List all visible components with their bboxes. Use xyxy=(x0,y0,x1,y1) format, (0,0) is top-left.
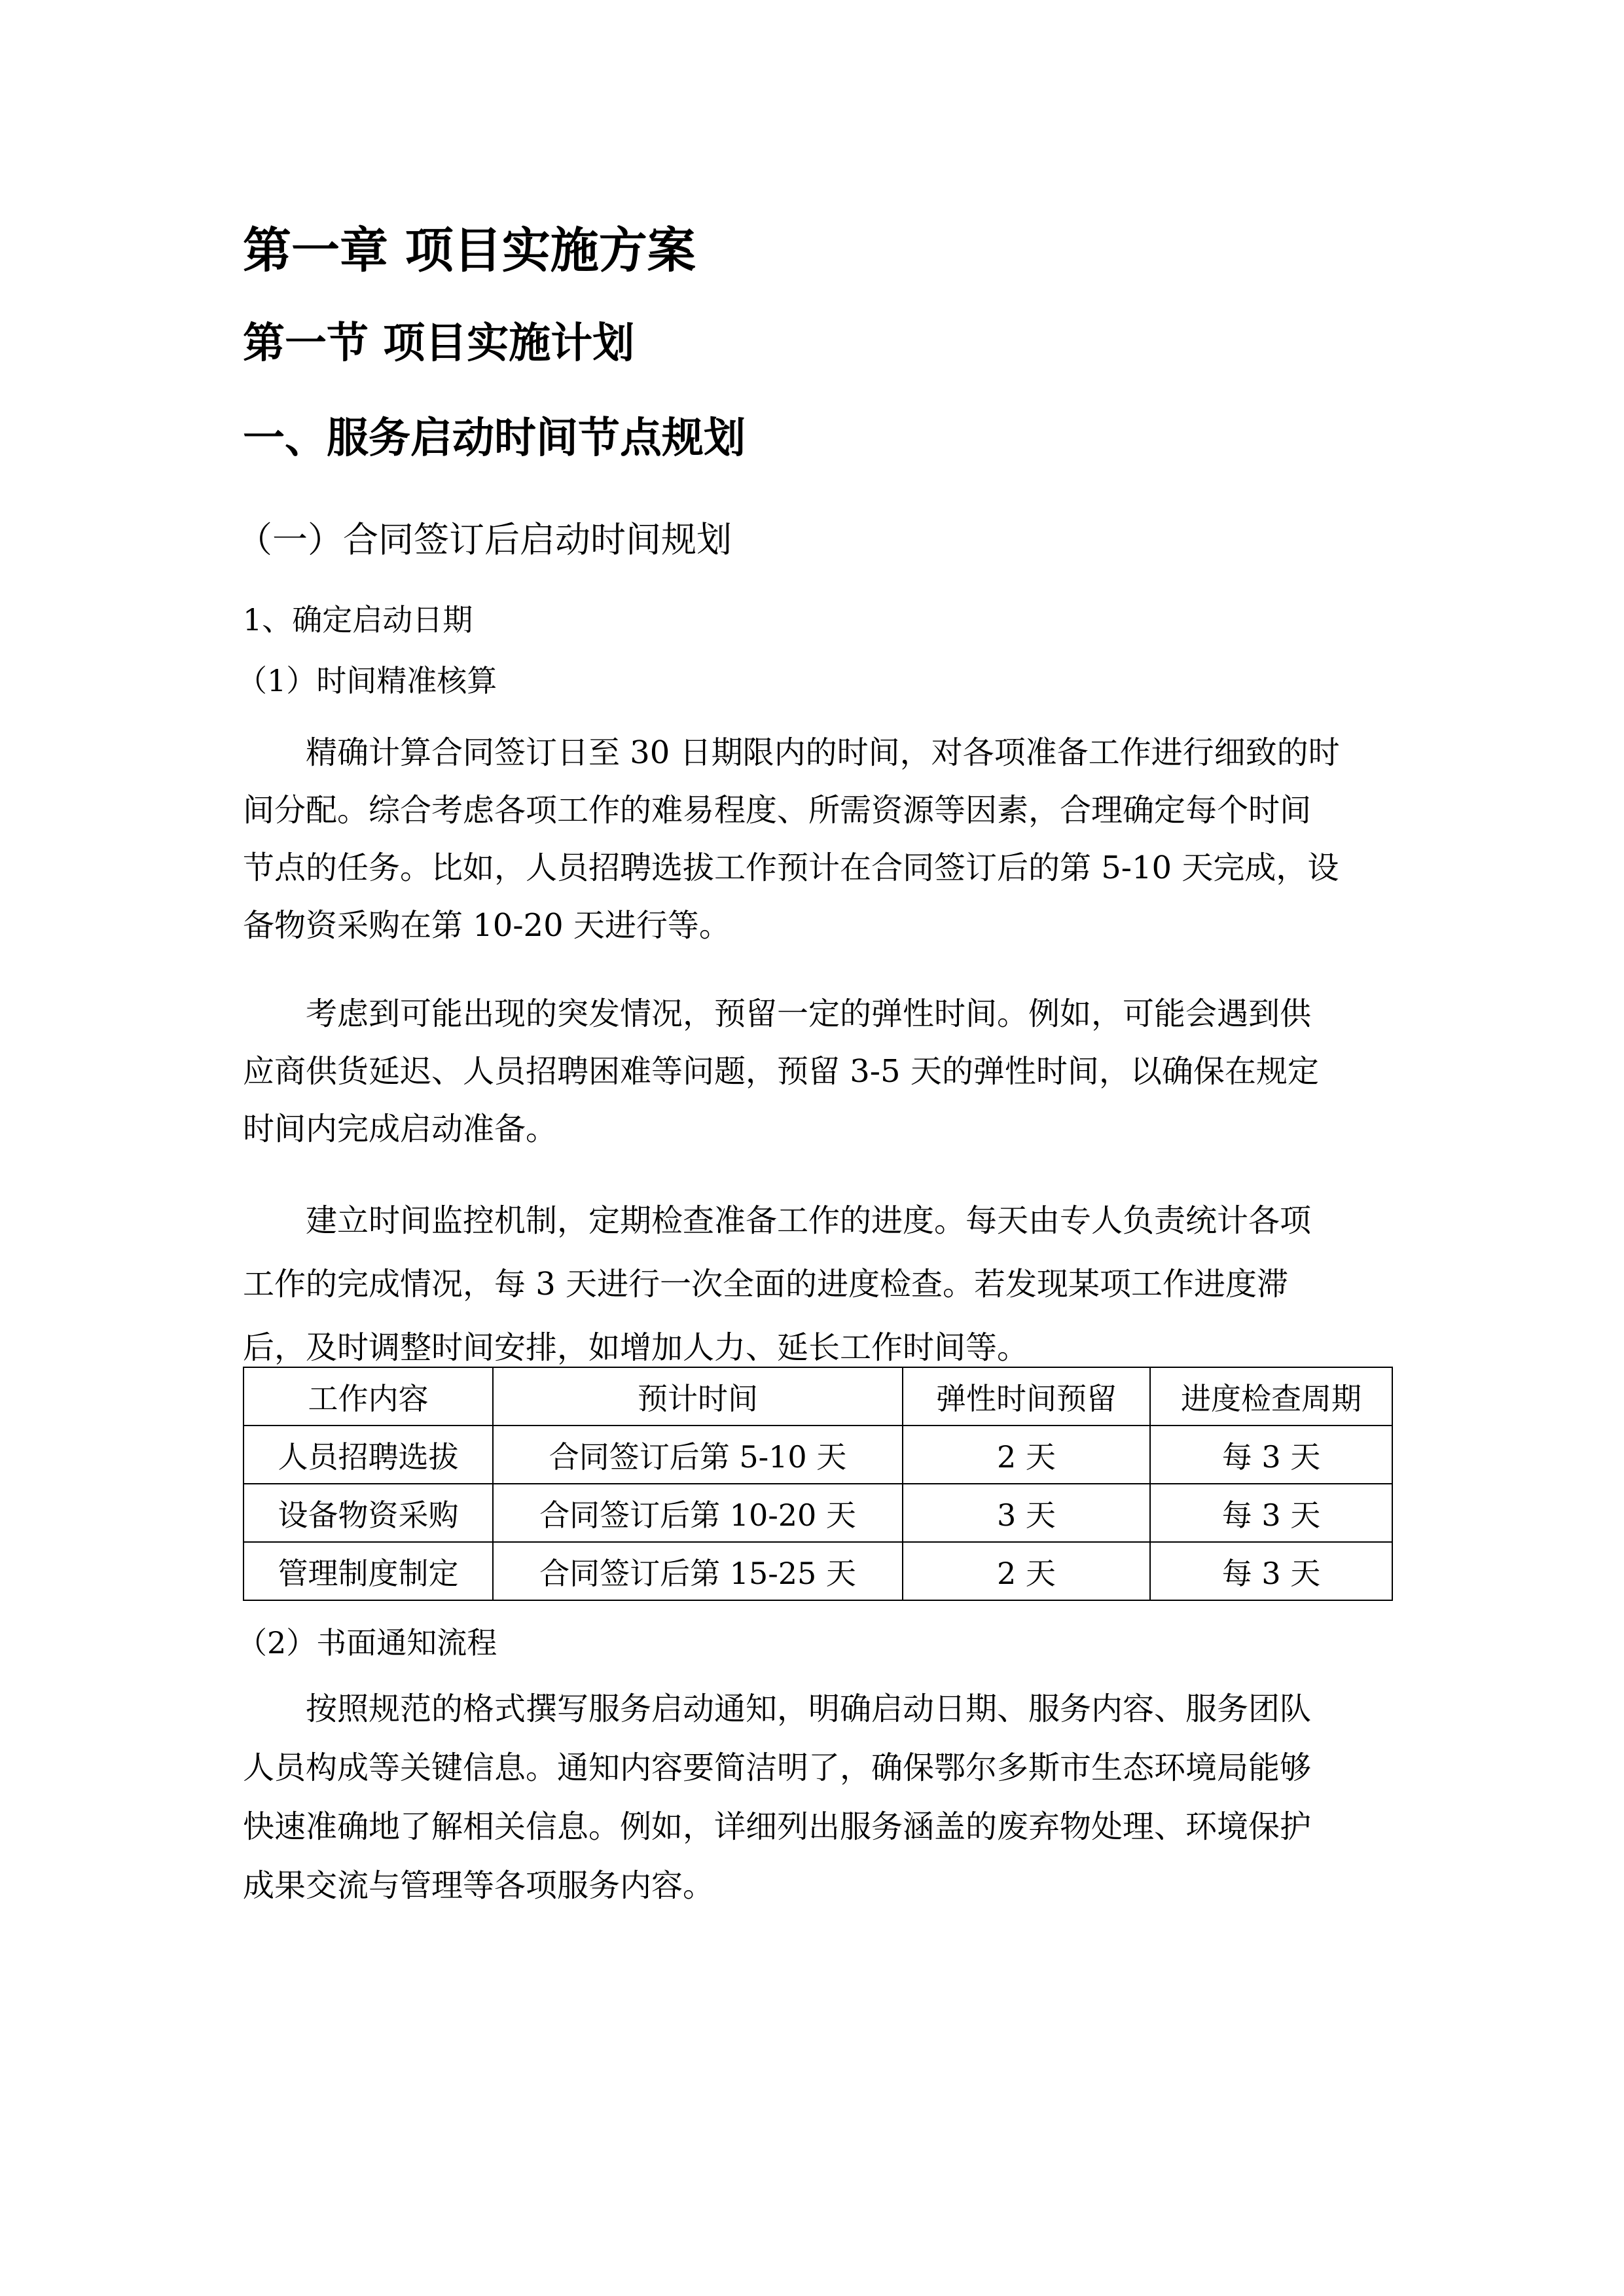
paragraph-line: 成果交流与管理等各项服务内容。 xyxy=(243,1867,715,1904)
table-cell: 设备物资采购 xyxy=(244,1484,493,1542)
table-cell: 人员招聘选拔 xyxy=(244,1426,493,1484)
column-header-check-cycle: 进度检查周期 xyxy=(1150,1367,1392,1426)
table-cell: 2 天 xyxy=(903,1542,1150,1600)
subitem-title-1: （1）时间精准核算 xyxy=(237,663,497,698)
table-cell: 合同签订后第 10-20 天 xyxy=(493,1484,903,1542)
column-header-estimated-time: 预计时间 xyxy=(493,1367,903,1426)
paragraph-line: 节点的任务。比如，人员招聘选拔工作预计在合同签订后的第 5-10 天完成，设 xyxy=(243,850,1339,886)
table-row xyxy=(244,1484,1392,1542)
paragraph-monitoring xyxy=(243,1189,1395,1380)
table-cell: 3 天 xyxy=(903,1484,1150,1542)
column-header-work: 工作内容 xyxy=(244,1367,493,1426)
paragraph-line: 后，及时调整时间安排，如增加人力、延长工作时间等。 xyxy=(243,1329,1029,1366)
paragraph-line: 人员构成等关键信息。通知内容要简洁明了，确保鄂尔多斯市生态环境局能够 xyxy=(243,1749,1312,1786)
table-cell: 每 3 天 xyxy=(1150,1542,1392,1600)
schedule-table xyxy=(243,1367,1393,1601)
column-header-buffer: 弹性时间预留 xyxy=(903,1367,1150,1426)
paragraph-line: 考虑到可能出现的突发情况，预留一定的弹性时间。例如，可能会遇到供 xyxy=(306,996,1312,1032)
section-title: 第一节 项目实施计划 xyxy=(243,319,635,368)
subsubsection-title: （一）合同签订后启动时间规划 xyxy=(237,519,732,560)
subitem-title-2: （2）书面通知流程 xyxy=(237,1625,497,1660)
table-cell: 合同签订后第 5-10 天 xyxy=(493,1426,903,1484)
paragraph-time-calculation xyxy=(243,724,1395,954)
table-cell: 每 3 天 xyxy=(1150,1426,1392,1484)
paragraph-line: 备物资采购在第 10-20 天进行等。 xyxy=(243,907,731,944)
item-title: 1、确定启动日期 xyxy=(243,602,473,637)
subsection-title: 一、服务启动时间节点规划 xyxy=(243,414,746,463)
paragraph-line: 精确计算合同签订日至 30 日期限内的时间，对各项准备工作进行细致的时 xyxy=(306,734,1340,771)
paragraph-line: 建立时间监控机制，定期检查准备工作的进度。每天由专人负责统计各项 xyxy=(306,1202,1312,1239)
paragraph-line: 应商供货延迟、人员招聘困难等问题，预留 3-5 天的弹性时间，以确保在规定 xyxy=(243,1053,1319,1090)
table-row xyxy=(244,1542,1392,1600)
chapter-title: 第一章 项目实施方案 xyxy=(243,223,696,279)
table-cell: 管理制度制定 xyxy=(244,1542,493,1600)
paragraph-line: 工作的完成情况，每 3 天进行一次全面的进度检查。若发现某项工作进度滞 xyxy=(243,1266,1289,1302)
table-row xyxy=(244,1426,1392,1484)
table-cell: 合同签订后第 15-25 天 xyxy=(493,1542,903,1600)
table-header-row xyxy=(244,1367,1392,1426)
paragraph-line: 间分配。综合考虑各项工作的难易程度、所需资源等因素，合理确定每个时间 xyxy=(243,792,1312,829)
paragraph-notice xyxy=(243,1679,1395,1915)
paragraph-line: 时间内完成启动准备。 xyxy=(243,1111,558,1147)
table-cell: 每 3 天 xyxy=(1150,1484,1392,1542)
paragraph-buffer-time xyxy=(243,985,1395,1158)
paragraph-line: 快速准确地了解相关信息。例如，详细列出服务涵盖的废弃物处理、环境保护 xyxy=(243,1808,1312,1845)
paragraph-line: 按照规范的格式撰写服务启动通知，明确启动日期、服务内容、服务团队 xyxy=(306,1691,1312,1727)
table-cell: 2 天 xyxy=(903,1426,1150,1484)
